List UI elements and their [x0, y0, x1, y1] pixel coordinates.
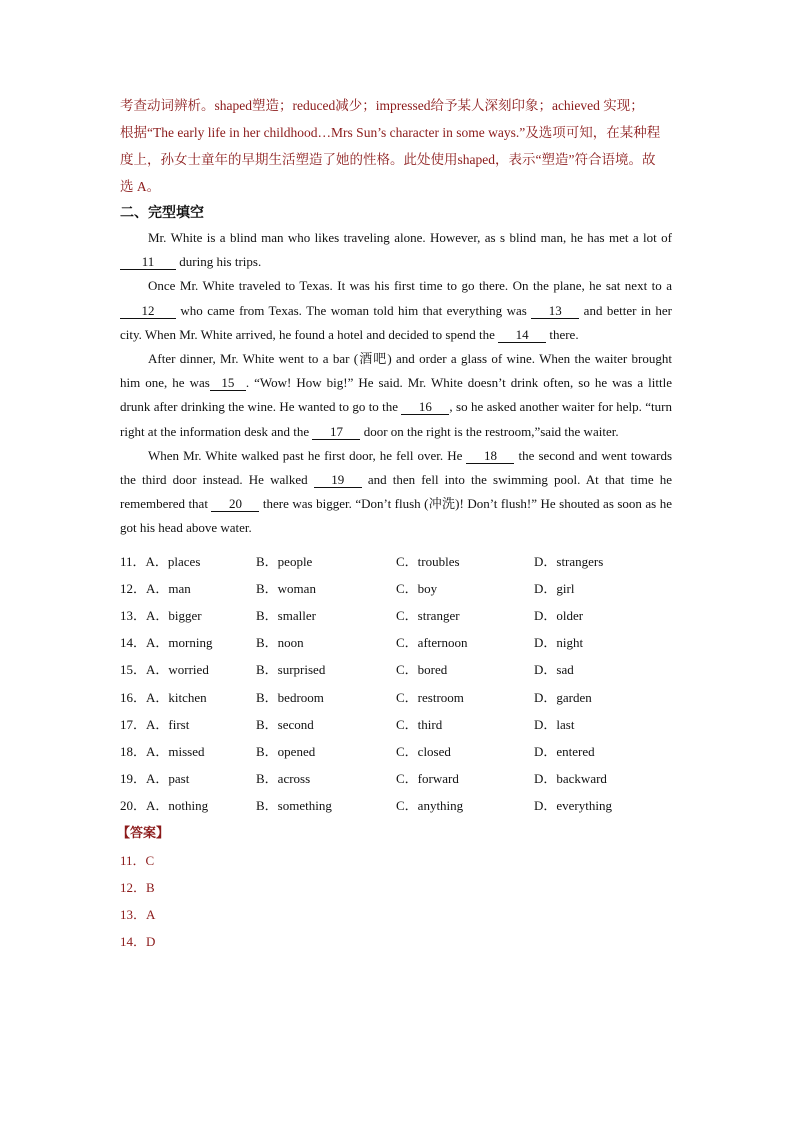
passage-paragraph-4 [120, 444, 672, 541]
option-a: 15．A．worried [120, 662, 209, 678]
option-b: B．second [256, 716, 314, 732]
option-d: D．strangers [534, 553, 604, 569]
explanation-line: 考查动词辨析。shaped塑造；reduced减少；impressed给予某人深刻印象；achieved 实现； [120, 98, 644, 113]
blank-17: 17 [312, 424, 360, 440]
option-d: D．last [534, 716, 575, 732]
option-d: D．sad [534, 662, 574, 678]
option-row [120, 629, 672, 656]
blank-20: 20 [211, 496, 259, 512]
answer-list [120, 847, 672, 956]
passage-paragraph-3 [120, 347, 672, 444]
passage-text: . “Wow! How big!” He said. Mr. White doesn’t drink often, so he was a little drunk after drinking the wine. He wanted to go to the [120, 375, 672, 415]
option-b: B．bedroom [256, 689, 324, 705]
option-c: C．afternoon [396, 635, 468, 651]
option-row [120, 711, 672, 738]
blank-14: 14 [498, 327, 546, 343]
option-a: 17．A．first [120, 716, 190, 732]
option-a: 12．A．man [120, 580, 191, 596]
blank-19: 19 [314, 472, 362, 488]
option-b: B．noon [256, 635, 304, 651]
option-c: C．restroom [396, 689, 464, 705]
passage-text: , so he asked another waiter for help. “turn right at the information desk and the [120, 399, 672, 439]
option-a: 13．A．bigger [120, 608, 202, 624]
passage-text: door on the right is the restroom,”said the waiter. [360, 423, 619, 439]
passage-text: Once Mr. White traveled to Texas. It was his first time to go there. On the plane, he sat next to a [148, 278, 672, 294]
option-row [120, 738, 672, 765]
explanation-line: 选 A。 [120, 179, 161, 194]
answer-heading: 【答案】 [117, 825, 170, 841]
passage-text: When Mr. White walked past he first door, he fell over. He [148, 447, 467, 463]
option-row [120, 792, 672, 819]
passage-text: who came from Texas. The woman told him that everything was [176, 302, 532, 318]
option-row [120, 575, 672, 602]
passage-paragraph-2 [120, 274, 672, 347]
option-c: C．boy [396, 580, 438, 596]
passage-text: After dinner, Mr. White went to a bar (酒吧) and order a glass of wine. When the waiter brought him one, he was [120, 351, 672, 391]
option-c: C．bored [396, 662, 448, 678]
option-a: 16．A．kitchen [120, 689, 207, 705]
passage-text: there was bigger. “Don’t flush (冲洗)! Don’t flush!” He shouted as soon as he got his head above water. [120, 496, 672, 536]
answer-item: 11．C [120, 852, 155, 868]
option-d: D．entered [534, 743, 595, 759]
option-d: D．girl [534, 580, 575, 596]
blank-12: 12 [120, 303, 176, 319]
options-list [120, 548, 672, 820]
option-b: B．people [256, 553, 313, 569]
option-a: 18．A．missed [120, 743, 205, 759]
option-b: B．smaller [256, 608, 316, 624]
answer-item: 12．B [120, 879, 155, 895]
option-c: C．forward [396, 771, 459, 787]
explanation-line: 度上，孙女士童年的早期生活塑造了她的性格。此处使用shaped，表示“塑造”符合语境。故 [120, 152, 656, 167]
option-c: C．troubles [396, 553, 460, 569]
option-b: B．woman [256, 580, 316, 596]
passage-text: Mr. White is a blind man who likes traveling alone. However, as s blind man, he has met a lot of [148, 230, 672, 245]
option-c: C．third [396, 716, 443, 732]
passage-text: the second and went towards the third door instead. He walked [120, 447, 672, 488]
option-d: D．garden [534, 689, 592, 705]
option-row [120, 602, 672, 629]
blank-16: 16 [401, 399, 449, 415]
option-a: 14．A．morning [120, 635, 213, 651]
passage-text: and then fell into the swimming pool. At that time he remembered that [120, 472, 672, 512]
option-c: C．anything [396, 798, 464, 814]
option-a: 20．A．nothing [120, 798, 209, 814]
option-row [120, 548, 672, 575]
passage-text: during his trips. [176, 254, 262, 270]
document-page [117, 92, 672, 956]
option-d: D．night [534, 635, 584, 651]
option-d: D．older [534, 608, 584, 624]
option-a: 11．A．places [120, 553, 201, 569]
option-b: B．across [256, 771, 311, 787]
option-d: D．everything [534, 798, 612, 814]
answer-item: 14．D [120, 934, 156, 950]
option-a: 19．A．past [120, 771, 190, 787]
passage-text: there. [546, 326, 579, 342]
option-c: C．closed [396, 743, 451, 759]
blank-15: 15 [210, 375, 246, 391]
option-row [120, 765, 672, 792]
explanation-line: 根据“The early life in her childhood…Mrs Sun’s character in some ways.”及选项可知，在某种程 [120, 125, 661, 140]
option-row [120, 684, 672, 711]
blank-11: 11 [120, 254, 176, 270]
option-b: B．something [256, 798, 332, 814]
option-b: B．opened [256, 743, 316, 759]
option-row [120, 656, 672, 683]
passage-text: and better in her city. When Mr. White arrived, he found a hotel and decided to spend the [120, 302, 672, 342]
option-b: B．surprised [256, 662, 326, 678]
option-d: D．backward [534, 771, 607, 787]
passage-paragraph-1 [120, 226, 672, 274]
section-title: 二、完型填空 [120, 205, 204, 221]
blank-18: 18 [466, 448, 514, 464]
explanation-block [120, 92, 672, 200]
cloze-passage [120, 226, 672, 541]
blank-13: 13 [531, 303, 579, 319]
answer-item: 13．A [120, 907, 156, 923]
option-c: C．stranger [396, 608, 460, 624]
